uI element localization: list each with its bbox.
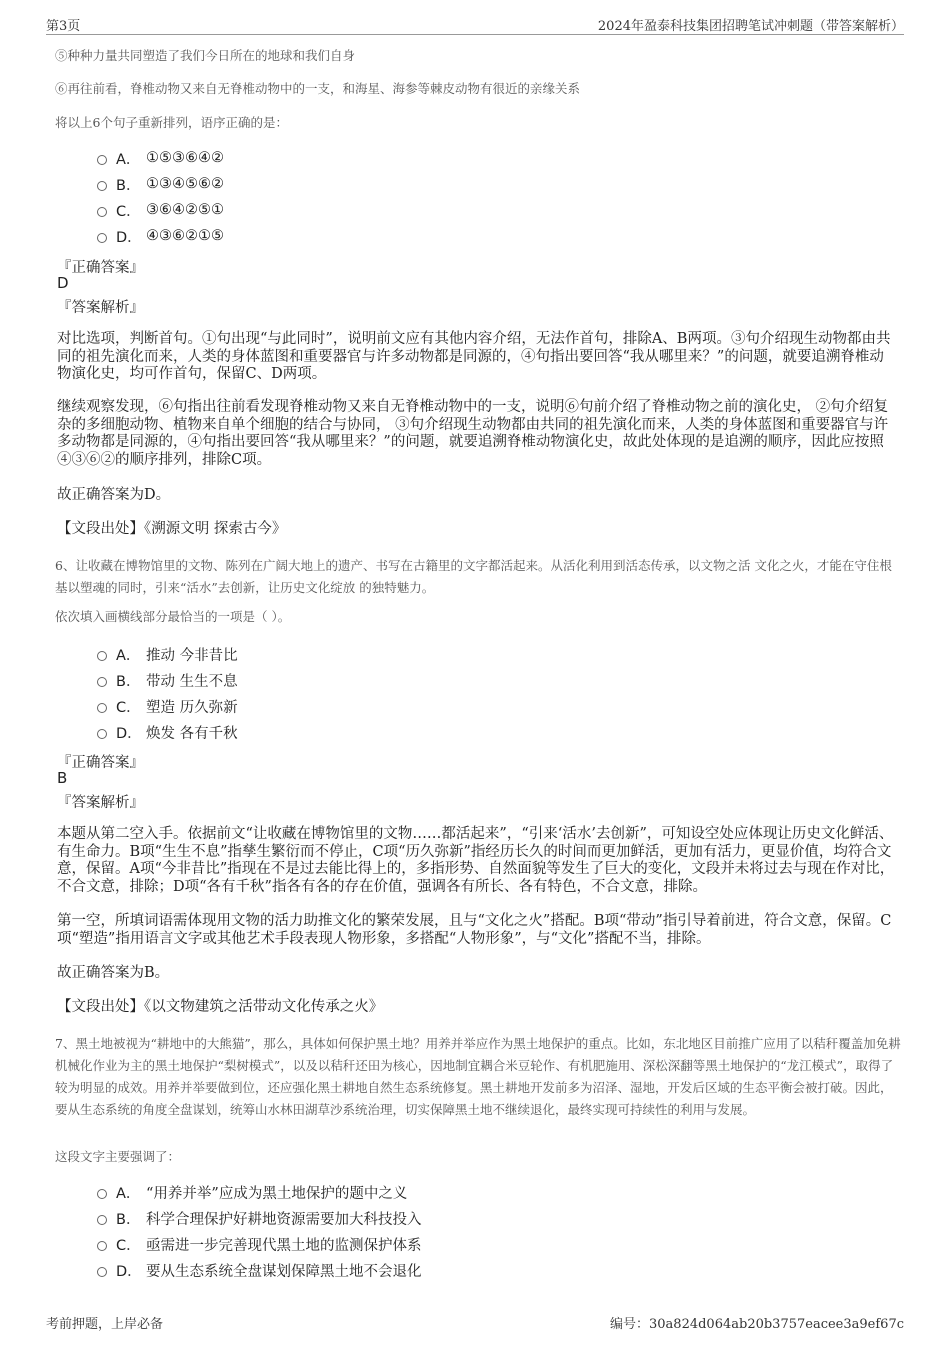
q6-answer-label: 『正确答案』 xyxy=(57,755,144,771)
q5-prompt: 将以上6个句子重新排列，语序正确的是： xyxy=(55,115,288,130)
q5-sentence-6: ⑥再往前看，脊椎动物又来自无脊椎动物中的一支，和海星、海参等棘皮动物有很近的亲缘关系 xyxy=(55,81,581,96)
q6-analysis-label: 『答案解析』 xyxy=(57,795,144,811)
q6-analysis-p2: 第一空，所填词语需体现用文物的活力助推文化的繁荣发展，且与“文化之火”搭配。B项“带动”指引导着前进，符合文意，保留。C项“塑造”指用语言文字或其他艺术手段表现人物形象，多搭配“人物形象”，与“文化”搭配不当，排除。 xyxy=(57,913,892,947)
radio-icon[interactable] xyxy=(97,1189,107,1199)
q6-option-a[interactable]: A． 推动 今非昔比 xyxy=(97,643,238,665)
q5-source: 【文段出处】《溯源文明 探索古今》 xyxy=(57,521,287,537)
radio-icon[interactable] xyxy=(97,677,107,687)
q6-option-c[interactable]: C． 塑造 历久弥新 xyxy=(97,695,238,717)
q6-analysis-p3: 故正确答案为B。 xyxy=(57,965,170,981)
q7-prompt: 这段文字主要强调了： xyxy=(55,1149,181,1164)
q5-option-b[interactable]: B． ①③④⑤⑥② xyxy=(97,173,224,195)
q5-analysis-p2: 继续观察发现，⑥句指出往前看发现脊椎动物又来自无脊椎动物中的一支，说明⑥句前介绍了脊椎动物之前的演化史， ②句介绍复杂的多细胞动物、植物来自单个细胞的结合与协同， ③句介绍现生动物都由共同的祖先演化而来，人类的身体蓝图和重要器官与许多动物都是同源的，④句指出要回答“我从哪里来？”的问题，就要追溯脊椎动物演化史，故此处体现的是追溯的顺序，因此应按照④③⑥②的顺序排列，排除C项。 xyxy=(57,399,889,468)
document-title: 2024年盈泰科技集团招聘笔试冲刺题（带答案解析） xyxy=(597,19,904,34)
q5-answer: D xyxy=(57,274,69,292)
radio-icon[interactable] xyxy=(97,181,107,191)
q6-answer: B xyxy=(57,769,68,787)
q6-analysis-p1: 本题从第二空入手。依据前文“让收藏在博物馆里的文物……都活起来”，“引来‘活水’去创新”，可知设空处应体现让历史文化鲜活、有生命力。B项“生生不息”指孳生繁衍而不停止，C项“历久弥新”指经历长久的时间而更加鲜活，更加有活力，更显价值，均符合文意，保留。A项“今非昔比”指现在不是过去能比得上的，多指形势、自然面貌等发生了巨大的变化，文段并未将过去与现在作对比，不合文意，排除；D项“各有千秋”指各有各的存在价值，强调各有所长、各有特色，不合文意，排除。 xyxy=(57,826,895,895)
radio-icon[interactable] xyxy=(97,651,107,661)
radio-icon[interactable] xyxy=(97,1241,107,1251)
q7-option-b[interactable]: B． 科学合理保护好耕地资源需要加大科技投入 xyxy=(97,1207,422,1229)
q5-answer-label: 『正确答案』 xyxy=(57,260,144,276)
q5-option-d[interactable]: D． ④③⑥②①⑤ xyxy=(97,225,224,247)
q6-option-b[interactable]: B． 带动 生生不息 xyxy=(97,669,238,691)
q7-stem: 7、黑土地被视为“耕地中的大熊猫”，那么，具体如何保护黑土地？用养并举应作为黑土地保护的重点。比如，东北地区目前推广应用了以秸秆覆盖加免耕机械化作业为主的黑土地保护“梨树模式”，以及以秸秆还田为核心，因地制宜耦合米豆轮作、有机肥施用、深松深翻等黑土地保护的“龙江模式”，取得了较为明显的成效。用养并举要做到位，还应强化黑土耕地自然生态系统修复。黑土耕地开发前多为沼泽、湿地，开发后区域的生态平衡会被打破。因此，要从生态系统的角度全盘谋划，统筹山水林田湖草沙系统治理，切实保障黑土地不继续退化，最终实现可持续性的利用与发展。 xyxy=(55,1036,901,1117)
q7-option-a[interactable]: A． “用养并举”应成为黑土地保护的题中之义 xyxy=(97,1181,407,1203)
q7-option-c[interactable]: C． 亟需进一步完善现代黑土地的监测保护体系 xyxy=(97,1233,422,1255)
q7-option-d[interactable]: D． 要从生态系统全盘谋划保障黑土地不会退化 xyxy=(97,1259,422,1281)
q6-source: 【文段出处】《以文物建筑之活带动文化传承之火》 xyxy=(57,999,384,1015)
document-code: 编号：30a824d064ab20b3757eacee3a9ef67c xyxy=(610,1317,904,1332)
radio-icon[interactable] xyxy=(97,703,107,713)
radio-icon[interactable] xyxy=(97,1215,107,1225)
q5-sentence-5: ⑤种种力量共同塑造了我们今日所在的地球和我们自身 xyxy=(55,48,356,63)
q5-analysis-label: 『答案解析』 xyxy=(57,300,144,316)
q5-option-c[interactable]: C． ③⑥④②⑤① xyxy=(97,199,224,221)
q5-analysis-p3: 故正确答案为D。 xyxy=(57,487,171,503)
q6-option-d[interactable]: D． 焕发 各有千秋 xyxy=(97,721,238,743)
footer-slogan: 考前押题，上岸必备 xyxy=(46,1317,164,1332)
q5-analysis-p1: 对比选项，判断首句。①句出现“与此同时”，说明前文应有其他内容介绍，无法作首句，排除A、B两项。③句介绍现生动物都由共同的祖先演化而来，人类的身体蓝图和重要器官与许多动物都是同源的，④句指出要回答“我从哪里来？”的问题，就要追溯脊椎动物演化史，均可作首句，保留C、D两项。 xyxy=(57,331,891,382)
page-number: 第3页 xyxy=(46,19,81,34)
page-header xyxy=(46,14,904,35)
radio-icon[interactable] xyxy=(97,729,107,739)
q6-stem: 6、让收藏在博物馆里的文物、陈列在广阔大地上的遗产、书写在古籍里的文字都活起来。从活化利用到活态传承，以文物之活 文化之火，才能在守住根基以塑魂的同时，引来“活水”去创新，让历史文化绽放 的独特魅力。 xyxy=(55,558,892,595)
radio-icon[interactable] xyxy=(97,207,107,217)
q5-option-a[interactable]: A． ①⑤③⑥④② xyxy=(97,147,224,169)
radio-icon[interactable] xyxy=(97,155,107,165)
q6-prompt: 依次填入画横线部分最恰当的一项是（ ）。 xyxy=(55,609,291,624)
radio-icon[interactable] xyxy=(97,233,107,243)
radio-icon[interactable] xyxy=(97,1267,107,1277)
